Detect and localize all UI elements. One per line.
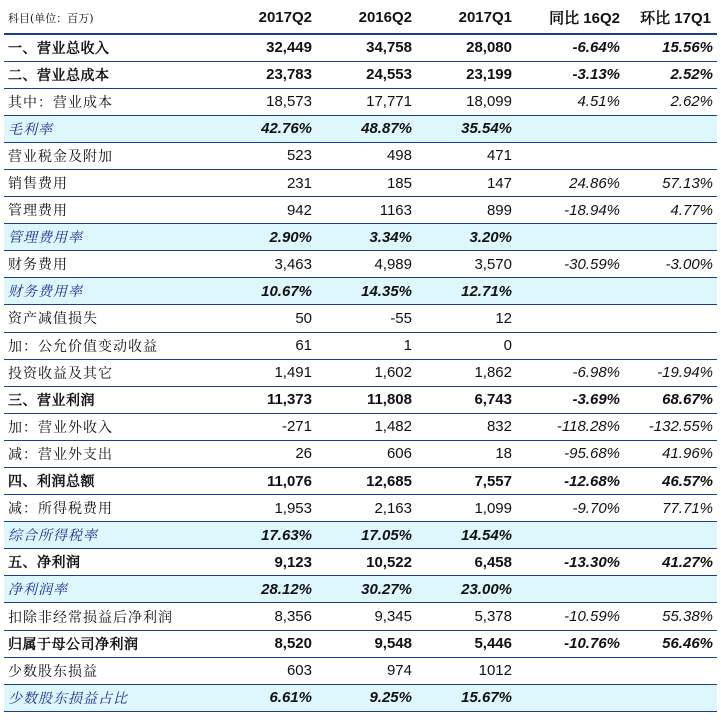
table-row bbox=[4, 630, 717, 657]
table-row bbox=[4, 61, 717, 88]
cell-qoq bbox=[626, 278, 717, 305]
cell-2017q2: 26 bbox=[218, 440, 318, 467]
cell-2016q2: 498 bbox=[318, 142, 418, 169]
cell-qoq: 4.77% bbox=[626, 197, 717, 224]
cell-2016q2: 1 bbox=[318, 332, 418, 359]
cell-2017q2: 28.12% bbox=[218, 576, 318, 603]
cell-2016q2: 12,685 bbox=[318, 468, 418, 495]
row-label: 三、营业利润 bbox=[4, 386, 218, 413]
cell-yoy bbox=[518, 684, 626, 711]
row-label: 一、营业总收入 bbox=[4, 34, 218, 61]
cell-yoy bbox=[518, 224, 626, 251]
cell-qoq bbox=[626, 657, 717, 684]
header-2017q1: 2017Q1 bbox=[418, 2, 518, 34]
table-row bbox=[4, 576, 717, 603]
cell-qoq: 57.13% bbox=[626, 169, 717, 196]
cell-yoy: 4.51% bbox=[518, 88, 626, 115]
cell-qoq bbox=[626, 142, 717, 169]
table-row bbox=[4, 440, 717, 467]
row-label: 归属于母公司净利润 bbox=[4, 630, 218, 657]
cell-yoy: 24.86% bbox=[518, 169, 626, 196]
cell-yoy: -10.59% bbox=[518, 603, 626, 630]
cell-2017q2: 2.90% bbox=[218, 224, 318, 251]
cell-yoy: -12.68% bbox=[518, 468, 626, 495]
cell-2017q2: 1,953 bbox=[218, 495, 318, 522]
row-label: 投资收益及其它 bbox=[4, 359, 218, 386]
cell-2017q1: 18 bbox=[418, 440, 518, 467]
cell-qoq bbox=[626, 224, 717, 251]
cell-2017q1: 23.00% bbox=[418, 576, 518, 603]
cell-yoy bbox=[518, 657, 626, 684]
cell-2016q2: 185 bbox=[318, 169, 418, 196]
cell-2016q2: 17.05% bbox=[318, 522, 418, 549]
cell-qoq: 41.27% bbox=[626, 549, 717, 576]
cell-yoy: -6.98% bbox=[518, 359, 626, 386]
cell-2017q2: 11,373 bbox=[218, 386, 318, 413]
cell-qoq bbox=[626, 115, 717, 142]
cell-2016q2: -55 bbox=[318, 305, 418, 332]
cell-qoq: 2.52% bbox=[626, 61, 717, 88]
header-item-column: 科目(单位：百万) bbox=[4, 2, 218, 34]
table-row bbox=[4, 305, 717, 332]
cell-2017q2: 50 bbox=[218, 305, 318, 332]
cell-2016q2: 1,602 bbox=[318, 359, 418, 386]
cell-2016q2: 48.87% bbox=[318, 115, 418, 142]
cell-2017q1: 471 bbox=[418, 142, 518, 169]
cell-yoy bbox=[518, 115, 626, 142]
row-label: 四、利润总额 bbox=[4, 468, 218, 495]
cell-yoy: -95.68% bbox=[518, 440, 626, 467]
cell-2017q2: 23,783 bbox=[218, 61, 318, 88]
cell-2017q1: 899 bbox=[418, 197, 518, 224]
row-label: 财务费用率 bbox=[4, 278, 218, 305]
cell-2017q2: 603 bbox=[218, 657, 318, 684]
cell-yoy bbox=[518, 305, 626, 332]
table-row bbox=[4, 684, 717, 711]
cell-qoq: 15.56% bbox=[626, 34, 717, 61]
cell-yoy: -118.28% bbox=[518, 413, 626, 440]
cell-yoy: -9.70% bbox=[518, 495, 626, 522]
cell-yoy: -10.76% bbox=[518, 630, 626, 657]
cell-yoy: -3.13% bbox=[518, 61, 626, 88]
cell-2016q2: 2,163 bbox=[318, 495, 418, 522]
cell-qoq: 46.57% bbox=[626, 468, 717, 495]
table-row bbox=[4, 603, 717, 630]
cell-yoy: -3.69% bbox=[518, 386, 626, 413]
row-label: 净利润率 bbox=[4, 576, 218, 603]
cell-yoy bbox=[518, 278, 626, 305]
cell-2017q2: 10.67% bbox=[218, 278, 318, 305]
cell-qoq bbox=[626, 305, 717, 332]
cell-2017q1: 7,557 bbox=[418, 468, 518, 495]
row-label: 减：营业外支出 bbox=[4, 440, 218, 467]
row-label: 加：营业外收入 bbox=[4, 413, 218, 440]
row-label: 五、净利润 bbox=[4, 549, 218, 576]
row-label: 加：公允价值变动收益 bbox=[4, 332, 218, 359]
cell-qoq: 56.46% bbox=[626, 630, 717, 657]
cell-2017q2: 942 bbox=[218, 197, 318, 224]
cell-yoy bbox=[518, 142, 626, 169]
table-row bbox=[4, 549, 717, 576]
table-row bbox=[4, 142, 717, 169]
income-statement-table bbox=[4, 2, 717, 712]
cell-2017q2: 42.76% bbox=[218, 115, 318, 142]
cell-qoq: 77.71% bbox=[626, 495, 717, 522]
cell-2016q2: 34,758 bbox=[318, 34, 418, 61]
row-label: 其中：营业成本 bbox=[4, 88, 218, 115]
cell-2017q1: 18,099 bbox=[418, 88, 518, 115]
cell-2016q2: 1163 bbox=[318, 197, 418, 224]
cell-qoq: 55.38% bbox=[626, 603, 717, 630]
cell-qoq: 68.67% bbox=[626, 386, 717, 413]
cell-2017q1: 5,446 bbox=[418, 630, 518, 657]
cell-2017q1: 147 bbox=[418, 169, 518, 196]
cell-qoq: -19.94% bbox=[626, 359, 717, 386]
cell-qoq bbox=[626, 332, 717, 359]
table-row bbox=[4, 413, 717, 440]
cell-2017q1: 832 bbox=[418, 413, 518, 440]
cell-yoy: -13.30% bbox=[518, 549, 626, 576]
cell-2017q1: 12.71% bbox=[418, 278, 518, 305]
cell-yoy bbox=[518, 576, 626, 603]
row-label: 综合所得税率 bbox=[4, 522, 218, 549]
cell-2017q1: 0 bbox=[418, 332, 518, 359]
cell-2016q2: 1,482 bbox=[318, 413, 418, 440]
table-row bbox=[4, 169, 717, 196]
cell-2017q2: 8,520 bbox=[218, 630, 318, 657]
header-row bbox=[4, 2, 717, 34]
cell-2017q1: 6,458 bbox=[418, 549, 518, 576]
cell-2017q2: 61 bbox=[218, 332, 318, 359]
table-row bbox=[4, 359, 717, 386]
table-body bbox=[4, 34, 717, 711]
row-label: 营业税金及附加 bbox=[4, 142, 218, 169]
cell-2017q1: 3.20% bbox=[418, 224, 518, 251]
cell-qoq bbox=[626, 684, 717, 711]
header-2017q2: 2017Q2 bbox=[218, 2, 318, 34]
table-row bbox=[4, 522, 717, 549]
cell-2017q1: 28,080 bbox=[418, 34, 518, 61]
row-label: 资产减值损失 bbox=[4, 305, 218, 332]
cell-yoy: -6.64% bbox=[518, 34, 626, 61]
cell-2017q2: 9,123 bbox=[218, 549, 318, 576]
cell-2016q2: 9,345 bbox=[318, 603, 418, 630]
cell-2017q1: 12 bbox=[418, 305, 518, 332]
cell-qoq: 41.96% bbox=[626, 440, 717, 467]
row-label: 二、营业总成本 bbox=[4, 61, 218, 88]
cell-2017q2: 8,356 bbox=[218, 603, 318, 630]
cell-yoy: -30.59% bbox=[518, 251, 626, 278]
row-label: 管理费用率 bbox=[4, 224, 218, 251]
table-row bbox=[4, 468, 717, 495]
row-label: 销售费用 bbox=[4, 169, 218, 196]
table-row bbox=[4, 495, 717, 522]
cell-2017q1: 15.67% bbox=[418, 684, 518, 711]
cell-2017q1: 23,199 bbox=[418, 61, 518, 88]
table-row bbox=[4, 657, 717, 684]
cell-2017q1: 3,570 bbox=[418, 251, 518, 278]
cell-yoy: -18.94% bbox=[518, 197, 626, 224]
cell-qoq bbox=[626, 522, 717, 549]
cell-2017q2: 6.61% bbox=[218, 684, 318, 711]
table-row bbox=[4, 34, 717, 61]
cell-2016q2: 30.27% bbox=[318, 576, 418, 603]
cell-2017q1: 1,862 bbox=[418, 359, 518, 386]
cell-qoq: -3.00% bbox=[626, 251, 717, 278]
cell-2016q2: 4,989 bbox=[318, 251, 418, 278]
table-row bbox=[4, 332, 717, 359]
cell-yoy bbox=[518, 332, 626, 359]
table-row bbox=[4, 278, 717, 305]
cell-yoy bbox=[518, 522, 626, 549]
cell-2017q1: 1012 bbox=[418, 657, 518, 684]
cell-2017q1: 6,743 bbox=[418, 386, 518, 413]
cell-2017q2: 523 bbox=[218, 142, 318, 169]
cell-2017q1: 35.54% bbox=[418, 115, 518, 142]
row-label: 财务费用 bbox=[4, 251, 218, 278]
cell-2017q2: 231 bbox=[218, 169, 318, 196]
cell-2016q2: 10,522 bbox=[318, 549, 418, 576]
cell-2016q2: 9,548 bbox=[318, 630, 418, 657]
row-label: 减：所得税费用 bbox=[4, 495, 218, 522]
header-2016q2: 2016Q2 bbox=[318, 2, 418, 34]
cell-2016q2: 14.35% bbox=[318, 278, 418, 305]
cell-2017q2: 17.63% bbox=[218, 522, 318, 549]
cell-2016q2: 606 bbox=[318, 440, 418, 467]
cell-2017q2: 18,573 bbox=[218, 88, 318, 115]
cell-2016q2: 17,771 bbox=[318, 88, 418, 115]
cell-qoq: 2.62% bbox=[626, 88, 717, 115]
row-label: 少数股东损益 bbox=[4, 657, 218, 684]
table-row bbox=[4, 251, 717, 278]
header-yoy: 同比 16Q2 bbox=[518, 2, 626, 34]
cell-2017q2: 32,449 bbox=[218, 34, 318, 61]
cell-2016q2: 974 bbox=[318, 657, 418, 684]
cell-2017q2: -271 bbox=[218, 413, 318, 440]
cell-qoq bbox=[626, 576, 717, 603]
table-row bbox=[4, 386, 717, 413]
table-row bbox=[4, 115, 717, 142]
cell-2016q2: 3.34% bbox=[318, 224, 418, 251]
cell-2017q2: 11,076 bbox=[218, 468, 318, 495]
table-row bbox=[4, 224, 717, 251]
cell-2017q1: 14.54% bbox=[418, 522, 518, 549]
row-label: 毛利率 bbox=[4, 115, 218, 142]
row-label: 扣除非经常损益后净利润 bbox=[4, 603, 218, 630]
row-label: 少数股东损益占比 bbox=[4, 684, 218, 711]
cell-2017q1: 5,378 bbox=[418, 603, 518, 630]
row-label: 管理费用 bbox=[4, 197, 218, 224]
cell-2016q2: 24,553 bbox=[318, 61, 418, 88]
cell-2017q2: 1,491 bbox=[218, 359, 318, 386]
cell-2016q2: 11,808 bbox=[318, 386, 418, 413]
cell-qoq: -132.55% bbox=[626, 413, 717, 440]
header-qoq: 环比 17Q1 bbox=[626, 2, 717, 34]
table-row bbox=[4, 197, 717, 224]
cell-2017q2: 3,463 bbox=[218, 251, 318, 278]
cell-2016q2: 9.25% bbox=[318, 684, 418, 711]
cell-2017q1: 1,099 bbox=[418, 495, 518, 522]
table-row bbox=[4, 88, 717, 115]
